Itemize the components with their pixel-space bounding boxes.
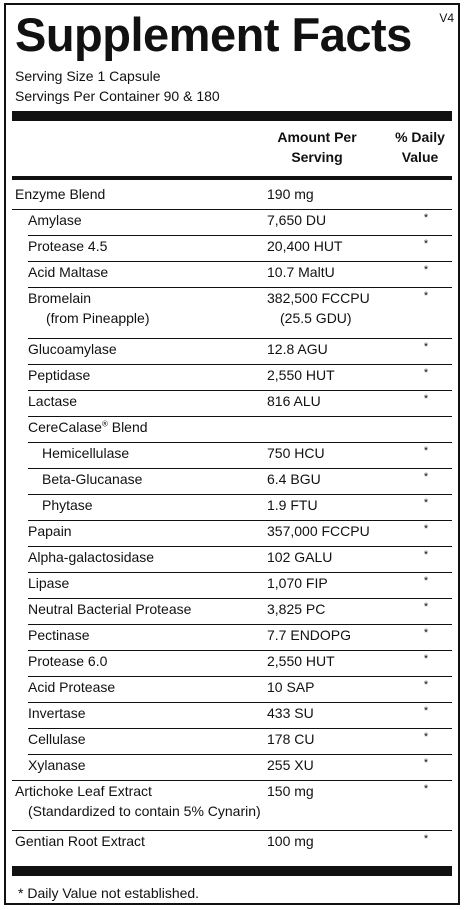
nutrient-name-text: Invertase (28, 705, 86, 721)
nutrient-name-text: Protease 6.0 (28, 653, 108, 669)
servings-per-container: Servings Per Container 90 & 180 (15, 88, 220, 104)
nutrient-subtext: (from Pineapple) (46, 310, 150, 326)
nutrient-name (28, 575, 69, 591)
row-divider (28, 572, 452, 573)
nutrient-name-text: Lipase (28, 575, 70, 591)
amount-per-serving: 7,650 DU (267, 212, 327, 228)
nutrient-name-text: Acid Maltase (28, 264, 109, 280)
daily-value: * (423, 238, 429, 250)
nutrient-name (28, 212, 82, 228)
nutrient-name-text: Gentian Root Extract (15, 833, 145, 849)
nutrient-name (28, 731, 86, 747)
row-divider (28, 702, 452, 703)
daily-value: * (423, 549, 429, 561)
nutrient-name-text: Hemicellulase (42, 445, 130, 461)
serving-size: Serving Size 1 Capsule (15, 68, 161, 84)
row-divider (28, 650, 452, 651)
daily-value: * (423, 575, 429, 587)
nutrient-name (42, 497, 93, 513)
daily-value: * (423, 653, 429, 665)
nutrient-name (28, 264, 108, 280)
nutrient-name-text: Protease 4.5 (28, 238, 108, 254)
amount-header-line1: Amount Per (277, 129, 357, 145)
amount-header-line2: Serving (291, 149, 343, 165)
daily-value: * (423, 523, 429, 535)
daily-value: * (423, 341, 429, 353)
row-divider (28, 364, 452, 365)
nutrient-name (28, 653, 107, 669)
row-divider (12, 209, 452, 210)
row-divider (28, 728, 452, 729)
amount-subtext: (25.5 GDU) (280, 310, 352, 326)
nutrient-name-text: Artichoke Leaf Extract (15, 783, 152, 799)
nutrient-name-text: Phytase (42, 497, 93, 513)
nutrient-name-text: CereCalase (28, 419, 102, 435)
nutrient-name (15, 186, 105, 202)
nutrient-name (28, 601, 191, 617)
row-divider (28, 624, 452, 625)
daily-value: * (423, 393, 429, 405)
nutrient-name-text: Peptidase (28, 367, 91, 383)
nutrient-name-text: Papain (28, 523, 72, 539)
nutrient-name (28, 549, 154, 565)
amount-per-serving: 816 ALU (267, 393, 321, 409)
daily-value: * (423, 445, 429, 457)
amount-per-serving: 10 SAP (267, 679, 315, 695)
nutrient-name (28, 393, 77, 409)
amount-per-serving: 2,550 HUT (267, 653, 335, 669)
daily-value: * (423, 783, 429, 795)
amount-per-serving: 357,000 FCCPU (267, 523, 370, 539)
amount-per-serving: 12.8 AGU (267, 341, 328, 357)
daily-value: * (423, 627, 429, 639)
nutrient-name-text: Xylanase (28, 757, 86, 773)
nutrient-name-text: Bromelain (28, 290, 92, 306)
nutrient-name-suffix: Blend (107, 419, 148, 435)
daily-value: * (423, 471, 429, 483)
dv-header-line2: Value (401, 149, 439, 165)
daily-value: * (423, 833, 429, 845)
nutrient-name (15, 783, 152, 799)
nutrient-name-text: Alpha-galactosidase (28, 549, 155, 565)
daily-value: * (423, 757, 429, 769)
daily-value: * (423, 290, 429, 302)
daily-value: * (423, 367, 429, 379)
nutrient-name (28, 627, 89, 643)
nutrient-name (28, 757, 86, 773)
row-divider (28, 261, 452, 262)
daily-value: * (423, 212, 429, 224)
nutrient-name (28, 419, 148, 435)
row-divider (28, 494, 452, 495)
nutrient-name-text: Glucoamylase (28, 341, 117, 357)
row-divider (28, 416, 452, 417)
amount-per-serving: 150 mg (267, 783, 314, 799)
daily-value: * (423, 601, 429, 613)
nutrient-name (28, 679, 115, 695)
dv-header-line1: % Daily (395, 129, 445, 145)
daily-value: * (423, 497, 429, 509)
nutrient-row (12, 833, 452, 859)
registered-mark: ® (101, 419, 108, 429)
amount-per-serving-header (262, 127, 372, 167)
nutrient-name (28, 238, 107, 254)
amount-per-serving: 102 GALU (267, 549, 333, 565)
version-tag: V4 (439, 11, 454, 25)
nutrient-name-text: Beta-Glucanase (42, 471, 143, 487)
row-divider (12, 780, 452, 781)
nutrient-name (42, 471, 142, 487)
amount-per-serving: 100 mg (267, 833, 314, 849)
nutrient-name (28, 523, 72, 539)
row-divider (28, 520, 452, 521)
nutrient-name (15, 833, 145, 849)
row-divider (28, 338, 452, 339)
amount-per-serving: 7.7 ENDOPG (267, 627, 352, 643)
daily-value-header (386, 127, 454, 167)
nutrient-name-text: Neutral Bacterial Protease (28, 601, 192, 617)
nutrient-name (28, 367, 90, 383)
amount-per-serving: 750 HCU (267, 445, 325, 461)
daily-value: * (423, 705, 429, 717)
amount-per-serving: 433 SU (267, 705, 314, 721)
thick-divider-top (12, 111, 452, 121)
nutrient-name-text: Pectinase (28, 627, 90, 643)
nutrient-name-text: Amylase (28, 212, 82, 228)
amount-per-serving: 382,500 FCCPU (267, 290, 370, 306)
amount-per-serving: 1,070 FIP (267, 575, 328, 591)
daily-value: * (423, 264, 429, 276)
row-divider (28, 442, 452, 443)
supplement-facts-panel (4, 3, 460, 905)
row-divider (28, 754, 452, 755)
row-divider (12, 830, 452, 831)
amount-per-serving: 190 mg (267, 186, 314, 202)
amount-per-serving: 1.9 FTU (267, 497, 318, 513)
row-divider (28, 468, 452, 469)
daily-value: * (423, 731, 429, 743)
footnote: * Daily Value not established. (18, 885, 200, 901)
amount-per-serving: 255 XU (267, 757, 314, 773)
nutrient-name-text: Lactase (28, 393, 78, 409)
row-divider (28, 676, 452, 677)
amount-per-serving: 2,550 HUT (267, 367, 335, 383)
nutrient-name (28, 705, 86, 721)
amount-per-serving: 6.4 BGU (267, 471, 321, 487)
row-divider (28, 287, 452, 288)
amount-per-serving: 20,400 HUT (267, 238, 343, 254)
nutrient-subtext: (Standardized to contain 5% Cynarin) (28, 803, 261, 819)
amount-per-serving: 3,825 PC (267, 601, 326, 617)
row-divider (28, 235, 452, 236)
nutrient-row (12, 783, 452, 833)
nutrient-name-text: Cellulase (28, 731, 86, 747)
nutrient-name-text: Acid Protease (28, 679, 116, 695)
panel-title: Supplement Facts (15, 8, 412, 61)
nutrient-name (28, 341, 117, 357)
row-divider (28, 598, 452, 599)
thick-divider-bottom (12, 866, 452, 876)
daily-value: * (423, 679, 429, 691)
nutrient-name (28, 290, 91, 306)
amount-per-serving: 178 CU (267, 731, 315, 747)
medium-divider (12, 176, 452, 180)
nutrient-name (42, 445, 129, 461)
row-divider (28, 390, 452, 391)
nutrient-name-text: Enzyme Blend (15, 186, 106, 202)
amount-per-serving: 10.7 MaltU (267, 264, 335, 280)
row-divider (28, 546, 452, 547)
nutrient-row (12, 290, 452, 341)
